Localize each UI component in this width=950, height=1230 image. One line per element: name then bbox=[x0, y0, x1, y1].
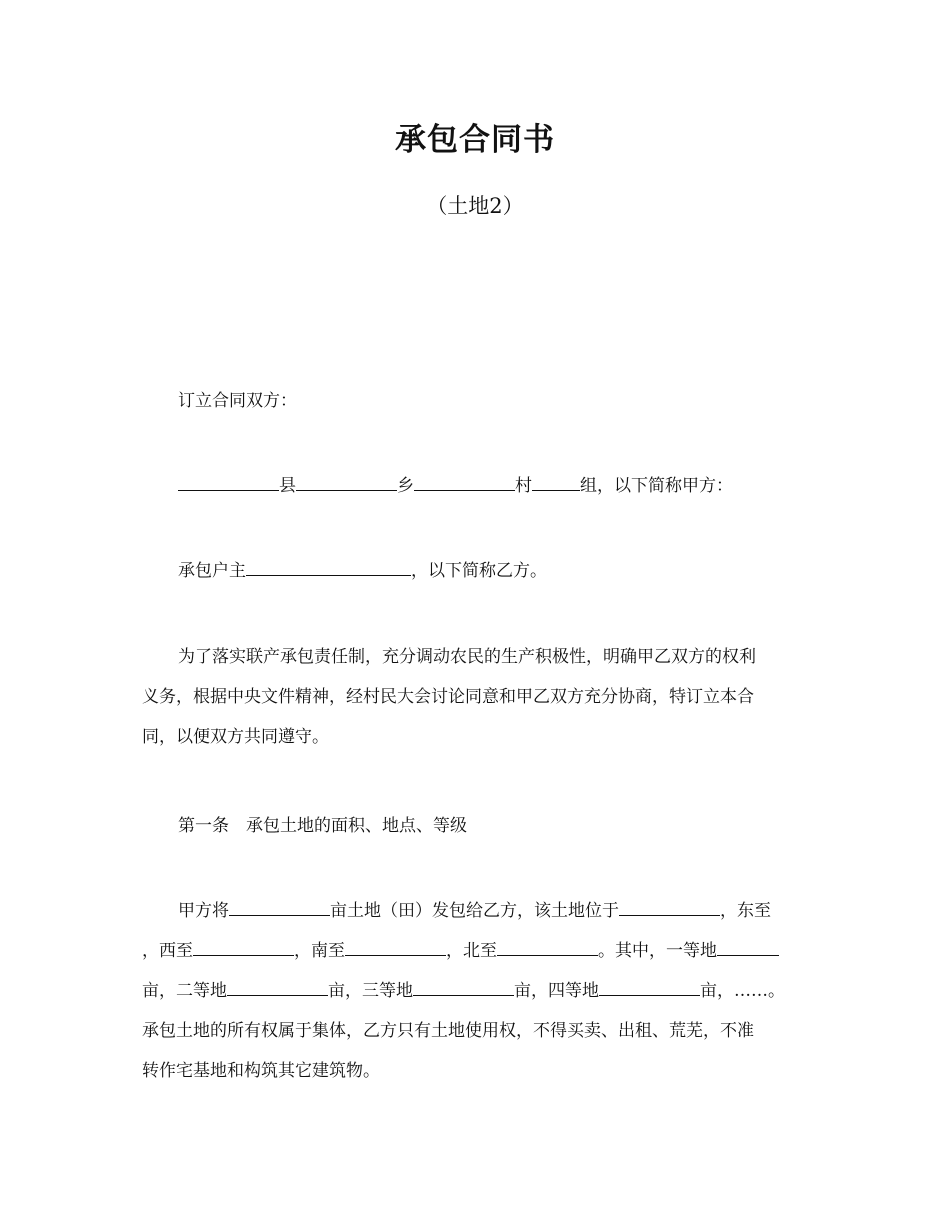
township-label: 乡 bbox=[397, 476, 414, 496]
area-blank[interactable] bbox=[229, 895, 330, 916]
article1-row bbox=[142, 891, 812, 931]
text-segment: ，东至 bbox=[720, 901, 771, 921]
preamble-row: 义务，根据中央文件精神，经村民大会讨论同意和甲乙双方充分协商，特订立本合 bbox=[142, 687, 754, 707]
village-blank[interactable] bbox=[414, 470, 515, 491]
text-segment: 。其中，一等地 bbox=[598, 941, 717, 961]
location-blank[interactable] bbox=[619, 895, 720, 916]
text-segment: 亩，……。 bbox=[700, 981, 785, 1001]
text-segment: 亩，二等地 bbox=[142, 981, 227, 1001]
grade2-blank[interactable] bbox=[227, 975, 328, 996]
county-label: 县 bbox=[279, 476, 296, 496]
article1-row bbox=[142, 971, 812, 1011]
group-label: 组，以下简称甲方： bbox=[580, 476, 733, 496]
county-blank[interactable] bbox=[178, 470, 279, 491]
text-segment: ，南至 bbox=[294, 941, 345, 961]
grade1-blank[interactable] bbox=[717, 935, 779, 956]
grade4-blank[interactable] bbox=[599, 975, 700, 996]
parties-heading: 订立合同双方： bbox=[178, 391, 297, 411]
text-segment: 亩，四等地 bbox=[514, 981, 599, 1001]
article1-row: 转作宅基地和构筑其它建筑物。 bbox=[142, 1061, 380, 1081]
text-segment: ，北至 bbox=[446, 941, 497, 961]
text-segment: ，西至 bbox=[142, 941, 193, 961]
party-b-line bbox=[142, 551, 848, 591]
text-segment: 亩，三等地 bbox=[328, 981, 413, 1001]
article1-row: 承包土地的所有权属于集体，乙方只有土地使用权，不得买卖、出租、荒芜，不准 bbox=[142, 1021, 754, 1041]
grade3-blank[interactable] bbox=[413, 975, 514, 996]
document-title: 承包合同书 bbox=[395, 122, 555, 158]
preamble-row: 同，以便双方共同遵守。 bbox=[142, 727, 329, 747]
village-label: 村 bbox=[515, 476, 532, 496]
south-blank[interactable] bbox=[345, 935, 446, 956]
text-segment: 甲方将 bbox=[178, 901, 229, 921]
preamble-paragraph bbox=[142, 637, 812, 757]
text-segment: 亩土地（田）发包给乙方，该土地位于 bbox=[330, 901, 619, 921]
party-a-line bbox=[142, 466, 848, 506]
party-b-suffix: ，以下简称乙方。 bbox=[411, 561, 547, 581]
group-blank[interactable] bbox=[532, 470, 580, 491]
document-subtitle: （土地2） bbox=[426, 194, 524, 218]
party-b-prefix: 承包户主 bbox=[178, 561, 246, 581]
preamble-row: 为了落实联产承包责任制，充分调动农民的生产积极性，明确甲乙双方的权利 bbox=[178, 647, 756, 667]
township-blank[interactable] bbox=[296, 470, 397, 491]
contractor-name-blank[interactable] bbox=[246, 555, 411, 576]
west-blank[interactable] bbox=[193, 935, 294, 956]
article1-row bbox=[142, 931, 812, 971]
article1-paragraph bbox=[142, 891, 812, 1091]
article1-heading: 第一条 承包土地的面积、地点、等级 bbox=[178, 816, 467, 836]
north-blank[interactable] bbox=[497, 935, 598, 956]
